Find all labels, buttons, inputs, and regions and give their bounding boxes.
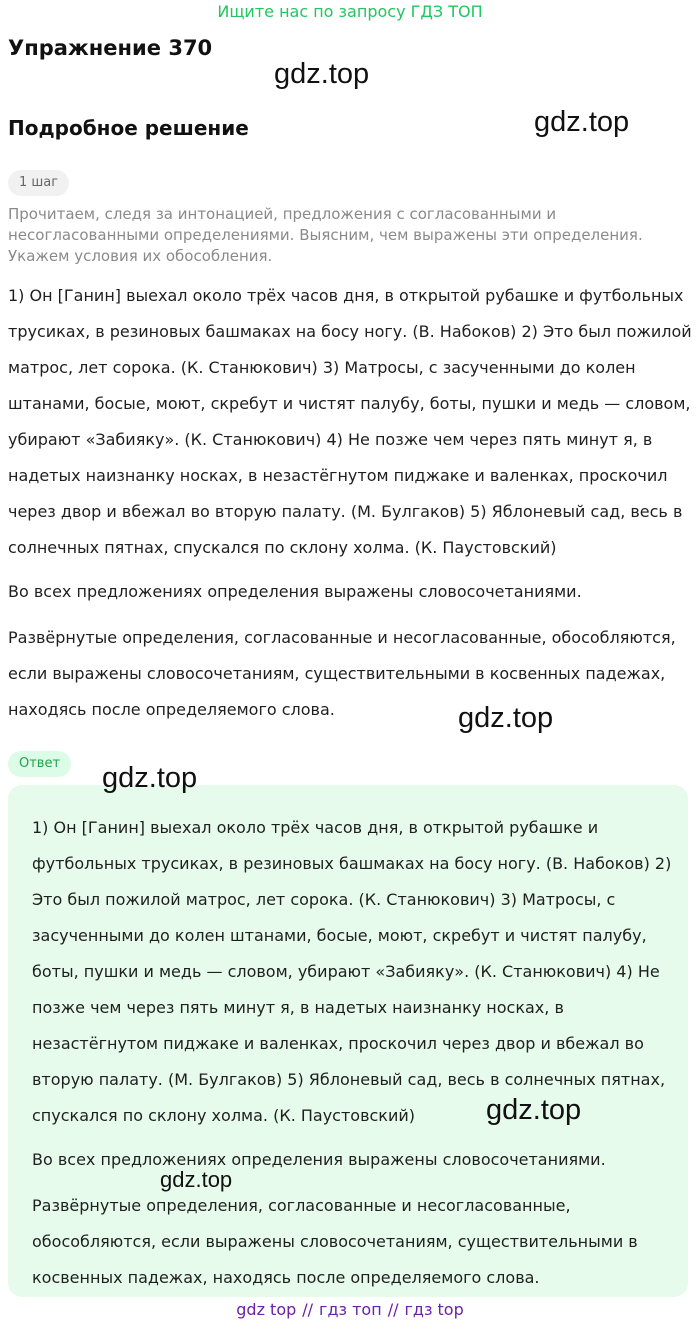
answer-sentences: 1) Он [Ганин] выехал около трёх часов дня, в открытой рубашке и футбольных трусиках, в резиновых башмаках на босу ногу. (В. Набоков) 2) Это был пожилой матрос, лет сорока. (К. Станюкович) 3) Матросы, с засученными до колен штанами, босые, моют, скребут и чистят палубу, боты, пушки и медь — словом, убирают «Забияку». (К. Станюкович) 4) Не позже чем через пять минут я, в надетых наизнанку носках, в незастёгнутом пиджаке и валенках, проскочил через двор и вбежал во вторую палату. (М. Булгаков) 5) Яблоневый сад, весь в солнечных пятнах, спускался по склону холма. (К. Паустовский) (32, 818, 672, 1125)
footer-links (0, 1299, 700, 1321)
answer-note-1: Во всех предложениях определения выражены словосочетаниями. (32, 1150, 606, 1169)
solution-sentences: 1) Он [Ганин] выехал около трёх часов дня, в открытой рубашке и футбольных трусиках, в резиновых башмаках на босу ногу. (В. Набоков) 2) Это был пожилой матрос, лет сорока. (К. Станюкович) 3) Матросы, с засученными до колен штанами, босые, моют, скребут и чистят палубу, боты, пушки и медь — словом, убирают «Забияку». (К. Станюкович) 4) Не позже чем через пять минут я, в надетых наизнанку носках, в незастёгнутом пиджаке и валенках, проскочил через двор и вбежал во вторую палату. (М. Булгаков) 5) Яблоневый сад, весь в солнечных пятнах, спускался по склону холма. (К. Паустовский) (8, 286, 692, 557)
watermark: gdz.top (458, 702, 554, 734)
footer-link-gdz-top-mixed[interactable]: гдз top (404, 1300, 464, 1319)
step-badge: 1 шаг (8, 170, 69, 196)
answer-badge: Ответ (8, 751, 71, 777)
footer-separator: // (387, 1300, 399, 1319)
page-title: Упражнение 370 (8, 36, 213, 60)
watermark: gdz.top (486, 1094, 582, 1126)
top-banner: Ищите нас по запросу ГДЗ ТОП (217, 2, 483, 21)
footer-separator: // (302, 1300, 314, 1319)
watermark: gdz.top (160, 1167, 233, 1192)
section-title: Подробное решение (8, 116, 249, 140)
solution-note-2: Развёрнутые определения, согласованные и несогласованные, обособляются, если выражены словосочетаниям, существительными в косвенных падежах, находясь после определяемого слова. (8, 628, 676, 719)
watermark: gdz.top (274, 58, 370, 90)
watermark: gdz.top (534, 106, 630, 138)
footer-link-gdz-top[interactable]: gdz top (236, 1300, 297, 1319)
footer-link-gdz-top-ru[interactable]: гдз топ (319, 1300, 382, 1319)
step-intro-text: Прочитаем, следя за интонацией, предложения с согласованными и несогласованными определениями. Выясним, чем выражены эти определения. Укажем условия их обособления. (8, 205, 643, 265)
solution-note-1: Во всех предложениях определения выражены словосочетаниями. (8, 582, 582, 601)
watermark: gdz.top (102, 762, 198, 794)
answer-note-2: Развёрнутые определения, согласованные и несогласованные, обособляются, если выражены словосочетаниям, существительными в косвенных падежах, находясь после определяемого слова. (32, 1196, 638, 1287)
